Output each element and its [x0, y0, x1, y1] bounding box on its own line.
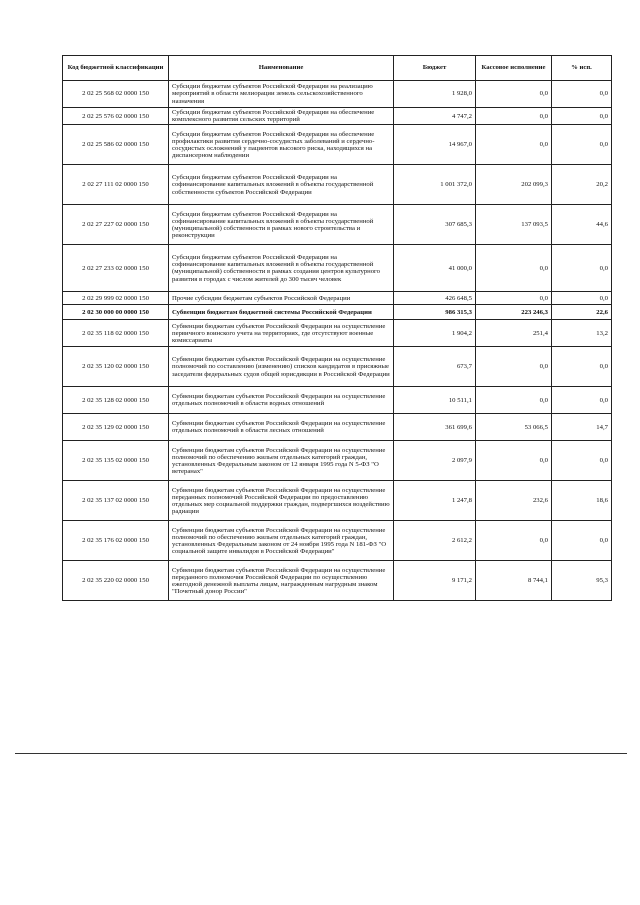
cell-name: Субвенции бюджетам субъектов Российской Федерации на осуществление первичного воинского учета на территориях, где отсутствуют военные комиссариаты — [169, 320, 394, 347]
cell-budget: 2 612,2 — [394, 521, 476, 561]
cell-name: Прочие субсидии бюджетам субъектов Российской Федерации — [169, 292, 394, 305]
cell-code: 2 02 35 120 02 0000 150 — [63, 347, 169, 387]
cell-cash: 137 093,5 — [476, 205, 552, 245]
cell-budget: 673,7 — [394, 347, 476, 387]
cell-code: 2 02 29 999 02 0000 150 — [63, 292, 169, 305]
cell-cash: 0,0 — [476, 521, 552, 561]
cell-code: 2 02 25 568 02 0000 150 — [63, 81, 169, 108]
cell-budget: 426 648,5 — [394, 292, 476, 305]
cell-code: 2 02 30 000 00 0000 150 — [63, 305, 169, 320]
cell-budget: 4 747,2 — [394, 108, 476, 125]
cell-cash: 53 066,5 — [476, 414, 552, 441]
cell-code: 2 02 25 576 02 0000 150 — [63, 108, 169, 125]
cell-cash: 0,0 — [476, 245, 552, 292]
cell-code: 2 02 35 135 02 0000 150 — [63, 441, 169, 481]
table-row — [63, 414, 612, 441]
cell-pct: 0,0 — [552, 347, 612, 387]
cell-name: Субсидии бюджетам субъектов Российской Федерации на софинансирование капитальных вложений в объекты государственной (муниципальной) собственности в рамках нового строительства и реконструкции — [169, 205, 394, 245]
cell-budget: 41 000,0 — [394, 245, 476, 292]
cell-pct: 0,0 — [552, 441, 612, 481]
header-cash: Кассовое исполнение — [476, 56, 552, 81]
header-pct: % исп. — [552, 56, 612, 81]
cell-pct: 0,0 — [552, 245, 612, 292]
cell-name: Субсидии бюджетам субъектов Российской Федерации на софинансирование капитальных вложений в объекты государственной собственности субъектов Российской Федерации — [169, 165, 394, 205]
table-row — [63, 81, 612, 108]
cell-budget: 1 928,0 — [394, 81, 476, 108]
budget-table — [62, 55, 612, 601]
cell-budget: 986 315,3 — [394, 305, 476, 320]
cell-code: 2 02 35 118 02 0000 150 — [63, 320, 169, 347]
header-code: Код бюджетной классификации — [63, 56, 169, 81]
cell-cash: 232,6 — [476, 481, 552, 521]
header-name: Наименование — [169, 56, 394, 81]
cell-cash: 0,0 — [476, 108, 552, 125]
cell-budget: 2 097,9 — [394, 441, 476, 481]
cell-code: 2 02 35 129 02 0000 150 — [63, 414, 169, 441]
cell-name: Субвенции бюджетам субъектов Российской Федерации на осуществление отдельных полномочий в области водных отношений — [169, 387, 394, 414]
table-row — [63, 205, 612, 245]
cell-name: Субвенции бюджетам субъектов Российской Федерации на осуществление полномочий по обеспечению жильем отдельных категорий граждан, установленных Федеральным законом от 24 ноября 1995 года N 181-ФЗ "О социальной защите инвалидов в Российской Федерации" — [169, 521, 394, 561]
page-divider — [15, 753, 627, 754]
cell-name: Субсидии бюджетам субъектов Российской Федерации на реализацию мероприятий в области мелиорации земель сельскохозяйственного назначения — [169, 81, 394, 108]
cell-budget: 10 511,1 — [394, 387, 476, 414]
table-row — [63, 441, 612, 481]
table-row — [63, 561, 612, 601]
table-row — [63, 481, 612, 521]
cell-pct: 13,2 — [552, 320, 612, 347]
table-row — [63, 292, 612, 305]
table-row — [63, 387, 612, 414]
cell-name: Субсидии бюджетам субъектов Российской Федерации на обеспечение профилактики развития сердечно-сосудистых заболеваний и сердечно-сосудистых осложнений у пациентов высокого риска, находящихся на диспансерном наблюдении — [169, 125, 394, 165]
cell-cash: 8 744,1 — [476, 561, 552, 601]
cell-name: Субсидии бюджетам субъектов Российской Федерации на обеспечение комплексного развития сельских территорий — [169, 108, 394, 125]
cell-cash: 0,0 — [476, 81, 552, 108]
table-row — [63, 320, 612, 347]
cell-cash: 0,0 — [476, 441, 552, 481]
budget-table-sheet — [62, 55, 611, 601]
cell-code: 2 02 35 176 02 0000 150 — [63, 521, 169, 561]
cell-pct: 0,0 — [552, 521, 612, 561]
cell-budget: 14 967,0 — [394, 125, 476, 165]
cell-cash: 0,0 — [476, 125, 552, 165]
cell-code: 2 02 27 111 02 0000 150 — [63, 165, 169, 205]
cell-name: Субвенции бюджетам субъектов Российской Федерации на осуществление переданного полномочия Российской Федерации по осуществлению ежегодной денежной выплаты лицам, награжденным нагрудным знаком "Почетный донор России" — [169, 561, 394, 601]
table-row — [63, 245, 612, 292]
cell-pct: 0,0 — [552, 108, 612, 125]
cell-name: Субвенции бюджетам субъектов Российской Федерации на осуществление переданных полномочий Российской Федерации по предоставлению отдельных мер социальной поддержки граждан, подвергшихся воздействию радиации — [169, 481, 394, 521]
cell-cash: 0,0 — [476, 347, 552, 387]
cell-name: Субвенции бюджетам субъектов Российской Федерации на осуществление полномочий по обеспечению жильем отдельных категорий граждан, установленных Федеральным законом от 12 января 1995 года N 5-ФЗ "О ветеранах" — [169, 441, 394, 481]
cell-pct: 95,3 — [552, 561, 612, 601]
cell-code: 2 02 27 227 02 0000 150 — [63, 205, 169, 245]
cell-budget: 1 001 372,0 — [394, 165, 476, 205]
table-row — [63, 305, 612, 320]
header-row — [63, 56, 612, 81]
cell-budget: 1 904,2 — [394, 320, 476, 347]
cell-name: Субвенции бюджетам субъектов Российской Федерации на осуществление отдельных полномочий в области лесных отношений — [169, 414, 394, 441]
table-row — [63, 521, 612, 561]
cell-pct: 18,6 — [552, 481, 612, 521]
cell-code: 2 02 27 233 02 0000 150 — [63, 245, 169, 292]
cell-cash: 223 246,3 — [476, 305, 552, 320]
cell-cash: 251,4 — [476, 320, 552, 347]
cell-pct: 22,6 — [552, 305, 612, 320]
cell-code: 2 02 25 586 02 0000 150 — [63, 125, 169, 165]
cell-cash: 0,0 — [476, 387, 552, 414]
cell-code: 2 02 35 137 02 0000 150 — [63, 481, 169, 521]
cell-name: Субсидии бюджетам субъектов Российской Федерации на софинансирование капитальных вложений в объекты государственной (муниципальной) собственности в рамках создания центров культурного развития в городах с числом жителей до 300 тысяч человек — [169, 245, 394, 292]
cell-pct: 44,6 — [552, 205, 612, 245]
cell-code: 2 02 35 220 02 0000 150 — [63, 561, 169, 601]
table-row — [63, 108, 612, 125]
cell-pct: 0,0 — [552, 81, 612, 108]
cell-pct: 0,0 — [552, 292, 612, 305]
cell-budget: 361 699,6 — [394, 414, 476, 441]
cell-budget: 9 171,2 — [394, 561, 476, 601]
cell-budget: 1 247,8 — [394, 481, 476, 521]
cell-budget: 307 685,3 — [394, 205, 476, 245]
cell-code: 2 02 35 128 02 0000 150 — [63, 387, 169, 414]
cell-pct: 14,7 — [552, 414, 612, 441]
cell-pct: 0,0 — [552, 387, 612, 414]
cell-pct: 0,0 — [552, 125, 612, 165]
cell-cash: 202 099,3 — [476, 165, 552, 205]
cell-name: Субвенции бюджетам субъектов Российской Федерации на осуществление полномочий по составлению (изменению) списков кандидатов в присяжные заседатели федеральных судов общей юрисдикции в Российской Федерации — [169, 347, 394, 387]
table-row — [63, 165, 612, 205]
cell-name: Субвенции бюджетам бюджетной системы Российской Федерации — [169, 305, 394, 320]
table-row — [63, 125, 612, 165]
table-row — [63, 347, 612, 387]
cell-cash: 0,0 — [476, 292, 552, 305]
cell-pct: 20,2 — [552, 165, 612, 205]
header-budget: Бюджет — [394, 56, 476, 81]
